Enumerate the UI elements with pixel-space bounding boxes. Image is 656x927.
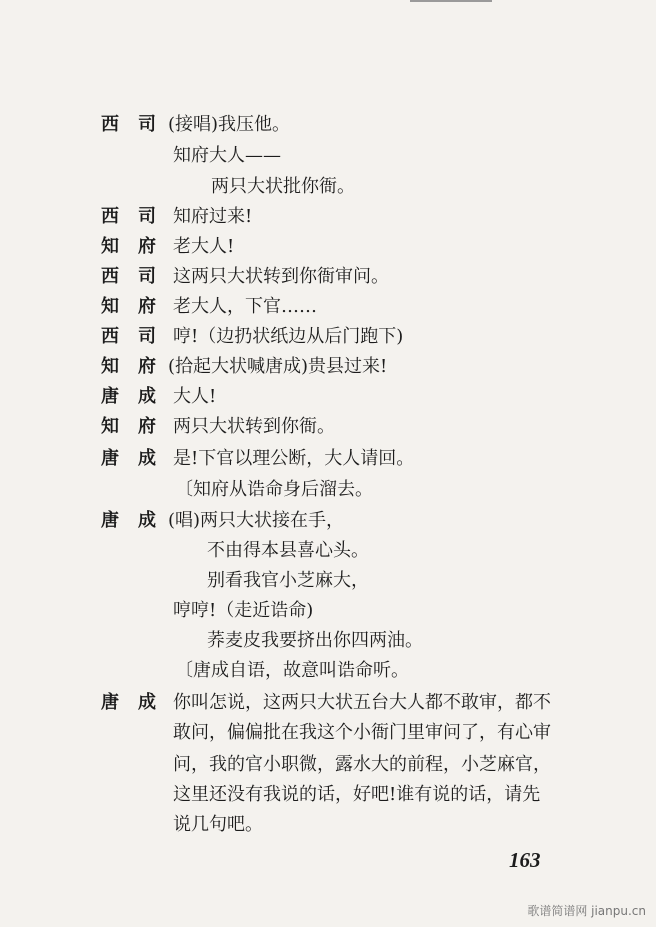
speaker-name: 知府 [101, 296, 175, 317]
line-text: 〔唐成自语，故意叫诰命听。 [175, 660, 409, 681]
line-text: (唱)两只大状接在手， [168, 510, 345, 531]
line-text: 知府大人—— [173, 145, 281, 166]
line-text: 是!下官以理公断，大人请回。 [173, 448, 415, 469]
watermark: 歌谱简谱网 jianpu.cn [527, 904, 646, 918]
line-text: 哼哼!（走近诰命) [173, 600, 314, 621]
line-text: 知府过来! [173, 206, 253, 227]
line-text: 说几句吧。 [173, 814, 263, 835]
line-text: 问，我的官小职微，露水大的前程，小芝麻官， [173, 754, 551, 775]
page-number: 163 [509, 848, 541, 872]
line-text: 这里还没有我说的话，好吧!谁有说的话，请先 [173, 784, 541, 805]
speaker-name: 唐成 [101, 386, 175, 407]
line-text: 老大人，下官…… [173, 296, 317, 317]
line-text: (拾起大状喊唐成)贵县过来! [168, 356, 388, 377]
line-text: 别看我官小芝麻大， [207, 570, 369, 591]
line-text: 两只大状转到你衙。 [173, 416, 335, 437]
speaker-name: 唐成 [101, 692, 175, 713]
speaker-name: 知府 [101, 416, 175, 437]
line-text: 荞麦皮我要挤出你四两油。 [207, 630, 423, 651]
speaker-name: 知府 [101, 236, 175, 257]
speaker-name: 唐成 [101, 510, 175, 531]
line-text: 大人! [173, 386, 217, 407]
speaker-name: 西司 [101, 114, 175, 135]
speaker-name: 唐成 [101, 448, 175, 469]
speaker-name: 知府 [101, 356, 175, 377]
line-text: 你叫怎说，这两只大状五台大人都不敢审，都不 [173, 692, 551, 713]
line-text: 哼!（边扔状纸边从后门跑下) [173, 326, 404, 347]
speaker-name: 西司 [101, 326, 175, 347]
speaker-name: 西司 [101, 206, 175, 227]
line-text: 老大人! [173, 236, 235, 257]
line-text: 两只大状批你衙。 [211, 176, 355, 197]
line-text: (接唱)我压他。 [168, 114, 291, 135]
line-text: 敢问，偏偏批在我这个小衙门里审问了，有心审 [173, 722, 551, 743]
line-text: 〔知府从诰命身后溜去。 [175, 479, 373, 500]
line-text: 这两只大状转到你衙审问。 [173, 266, 389, 287]
speaker-name: 西司 [101, 266, 175, 287]
line-text: 不由得本县喜心头。 [207, 540, 369, 561]
